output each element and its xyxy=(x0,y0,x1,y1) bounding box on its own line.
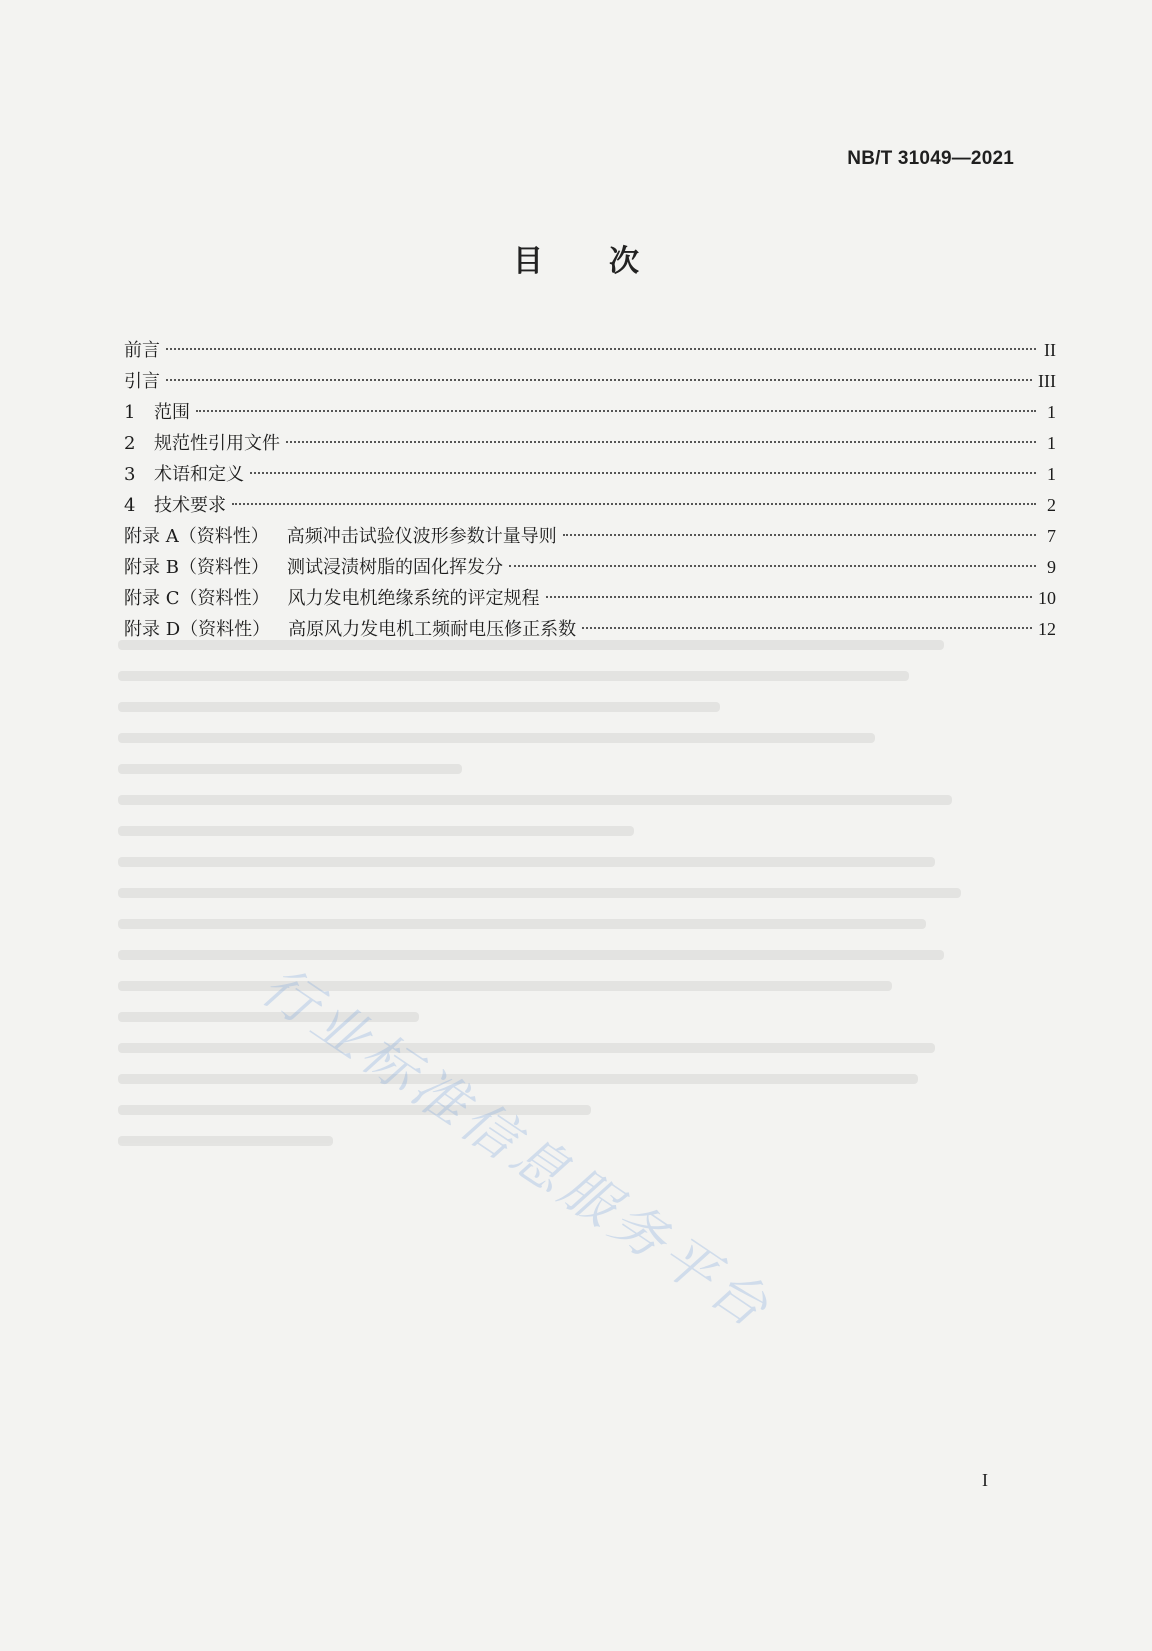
toc-page: 1 xyxy=(1047,464,1056,484)
toc-label: 高原风力发电机工频耐电压修正系数 xyxy=(288,619,577,640)
toc-label: 测试浸渍树脂的固化挥发分 xyxy=(286,557,503,578)
toc-number: 1 xyxy=(124,402,136,423)
toc-label: 前言 xyxy=(124,340,160,361)
table-of-contents xyxy=(124,335,1056,645)
toc-label: 技术要求 xyxy=(154,495,226,516)
toc-label: 术语和定义 xyxy=(154,464,244,485)
toc-label: 引言 xyxy=(124,371,160,392)
toc-leader xyxy=(546,596,1033,598)
toc-page: 12 xyxy=(1038,619,1056,639)
toc-number: 4 xyxy=(124,495,136,516)
toc-page: 7 xyxy=(1047,526,1056,546)
toc-label: 风力发电机绝缘系统的评定规程 xyxy=(287,588,540,609)
toc-annex-prefix: 附录 A（资料性） xyxy=(124,526,269,547)
toc-entry[interactable] xyxy=(124,428,1056,459)
toc-page: 10 xyxy=(1038,588,1056,608)
toc-page: 1 xyxy=(1047,433,1056,453)
toc-leader xyxy=(563,534,1036,536)
toc-page: III xyxy=(1038,371,1056,391)
standard-number: NB/T 31049—2021 xyxy=(847,148,1014,169)
toc-entry[interactable] xyxy=(124,552,1056,583)
toc-annex-prefix: 附录 D（资料性） xyxy=(124,619,271,640)
toc-annex-prefix: 附录 C（资料性） xyxy=(124,588,270,609)
title-char-2: 次 xyxy=(609,244,639,279)
toc-page: II xyxy=(1044,340,1056,360)
toc-leader xyxy=(582,627,1032,629)
toc-leader xyxy=(232,503,1036,505)
toc-entry[interactable] xyxy=(124,614,1056,645)
toc-leader xyxy=(286,441,1036,443)
toc-entry[interactable] xyxy=(124,490,1056,521)
toc-label: 规范性引用文件 xyxy=(154,433,280,454)
toc-leader xyxy=(166,348,1036,350)
toc-entry[interactable] xyxy=(124,397,1056,428)
toc-entry[interactable] xyxy=(124,459,1056,490)
toc-number: 3 xyxy=(124,464,136,485)
toc-label: 高频冲击试验仪波形参数计量导则 xyxy=(286,526,557,547)
page-title xyxy=(0,236,1152,280)
toc-entry[interactable] xyxy=(124,366,1056,397)
toc-page: 9 xyxy=(1047,557,1056,577)
toc-leader xyxy=(196,410,1036,412)
toc-annex-prefix: 附录 B（资料性） xyxy=(124,557,269,578)
toc-page: 2 xyxy=(1047,495,1056,515)
toc-page: 1 xyxy=(1047,402,1056,422)
toc-entry[interactable] xyxy=(124,521,1056,552)
toc-number: 2 xyxy=(124,433,136,454)
toc-leader xyxy=(509,565,1036,567)
toc-label: 范围 xyxy=(154,402,190,423)
watermark-text: 行业标准信息服务平台 xyxy=(250,954,784,1342)
toc-leader xyxy=(250,472,1036,474)
title-char-1: 目 xyxy=(513,244,543,279)
toc-leader xyxy=(166,379,1032,381)
page-number: I xyxy=(982,1470,988,1490)
toc-entry[interactable] xyxy=(124,583,1056,614)
show-through-text xyxy=(118,640,978,1200)
toc-entry[interactable] xyxy=(124,335,1056,366)
